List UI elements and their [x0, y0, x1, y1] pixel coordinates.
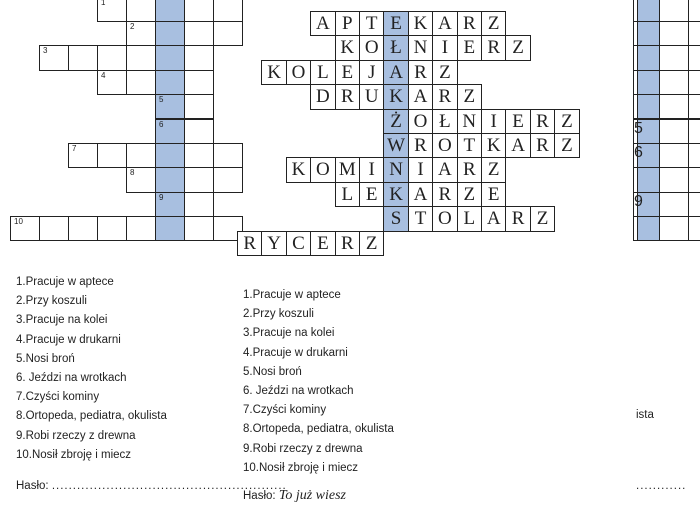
crossword-cell: [213, 21, 243, 46]
crossword-cell: [432, 60, 457, 85]
cell-letter: R: [511, 208, 525, 230]
crossword-cell: [457, 84, 482, 109]
crossword-cell-highlight: [155, 21, 185, 46]
crossword-cell: [184, 45, 214, 70]
crossword-cell: [310, 231, 335, 256]
cell-letter: Z: [365, 232, 378, 254]
crossword-cell-highlight: [155, 119, 185, 144]
crossword-cell: [659, 216, 689, 241]
crossword-cell: [68, 45, 98, 70]
cell-letter: N: [389, 159, 403, 181]
crossword-cell-highlight: [383, 133, 408, 158]
crossword-cell: [457, 35, 482, 60]
cell-letter: R: [340, 232, 354, 254]
crossword-cell: [261, 60, 286, 85]
crossword-cell-highlight: [637, 0, 660, 22]
crossword-cell: [688, 192, 700, 217]
crossword-cell: [126, 143, 156, 168]
cell-letter: R: [414, 61, 427, 83]
crossword-cell: [408, 133, 433, 158]
crossword-cell: [184, 94, 214, 119]
cell-letter: R: [414, 135, 427, 156]
crossword-cell: [126, 167, 156, 192]
crossword-cell-highlight: [383, 182, 408, 207]
crossword-cell: [68, 216, 98, 241]
password-blank-right: ............: [636, 480, 687, 492]
cell-letter: E: [463, 37, 476, 59]
crossword-cell: [432, 35, 457, 60]
crossword-cell: [184, 192, 214, 217]
clue-item: 3.Pracuje na kolei: [16, 314, 108, 327]
crossword-cell: [184, 21, 214, 46]
crossword-cell: [505, 206, 530, 231]
cell-letter: L: [317, 61, 329, 83]
crossword-cell: [310, 84, 335, 109]
crossword-cell: [457, 157, 482, 182]
cell-letter: O: [438, 135, 452, 156]
crossword-cell: [505, 35, 530, 60]
crossword-cell: [359, 35, 384, 60]
clue-item: 10.Nosił zbroję i miecz: [16, 448, 132, 461]
clue-item: 4.Pracuje w drukarni: [243, 346, 348, 359]
crossword-cell: [659, 143, 689, 168]
crossword-cell: [481, 133, 506, 158]
crossword-cell: [408, 157, 433, 182]
cell-letter: R: [438, 183, 452, 205]
cell-letter: Y: [267, 232, 281, 254]
cell-letter: R: [438, 86, 452, 108]
crossword-cell: [97, 0, 127, 22]
cell-letter: E: [487, 183, 500, 205]
crossword-cell-highlight: [637, 94, 660, 119]
cell-letter: T: [463, 135, 476, 156]
crossword-cell: [126, 21, 156, 46]
crossword-cell: [184, 216, 214, 241]
crossword-cell: [408, 35, 433, 60]
clue-list-middle: [243, 286, 394, 478]
crossword-cell: [408, 206, 433, 231]
crossword-cell: [432, 206, 457, 231]
crossword-cell: [359, 11, 384, 36]
cell-letter: A: [438, 159, 452, 181]
crossword-cell: [659, 0, 689, 22]
cell-letter: R: [462, 159, 476, 181]
crossword-cell-highlight: [383, 84, 408, 109]
crossword-cell: [126, 70, 156, 95]
cell-letter: K: [389, 183, 403, 205]
clue-item: 8.Ortopeda, pediatra, okulista: [243, 423, 394, 436]
cell-letter: O: [438, 208, 452, 230]
cell-letter: E: [365, 183, 378, 205]
crossword-cell: [335, 60, 360, 85]
crossword-cell: [213, 0, 243, 22]
clue-list-left: [16, 273, 167, 465]
crossword-cell: [213, 167, 243, 192]
crossword-cell: [335, 182, 360, 207]
cell-letter: O: [364, 37, 379, 59]
clue-number: 5: [159, 95, 164, 105]
crossword-cell: [688, 0, 700, 22]
crossword-cell: [554, 109, 579, 134]
cell-letter: Ł: [439, 110, 451, 132]
crossword-cell: [659, 70, 689, 95]
crossword-cell: [335, 157, 360, 182]
password-answer: To już wiesz: [278, 488, 346, 503]
crossword-cell: [457, 133, 482, 158]
crossword-cell: [359, 157, 384, 182]
cell-letter: Z: [561, 135, 573, 156]
cell-letter: L: [463, 208, 476, 230]
crossword-cell: [688, 45, 700, 70]
crossword-cell-highlight: [637, 167, 660, 192]
crossword-cell: [659, 94, 689, 119]
crossword-cell-highlight: [637, 216, 660, 241]
clue-number: 6: [159, 119, 164, 129]
crossword-cell: [659, 167, 689, 192]
cell-letter: M: [338, 159, 356, 181]
crossword-cell: [432, 133, 457, 158]
crossword-cell: [359, 84, 384, 109]
cell-letter: R: [243, 232, 257, 254]
cell-letter: S: [390, 208, 402, 230]
crossword-cell: [39, 45, 69, 70]
crossword-cell: [261, 231, 286, 256]
cell-letter: I: [441, 37, 449, 59]
clue-number: 10: [14, 217, 23, 227]
crossword-cell: [432, 157, 457, 182]
crossword-cell: [286, 60, 311, 85]
crossword-cell: [126, 216, 156, 241]
crossword-cell: [408, 182, 433, 207]
crossword-cell: [457, 182, 482, 207]
cell-letter: Z: [487, 13, 500, 34]
cell-letter: T: [414, 208, 427, 230]
cell-letter: Z: [463, 183, 476, 205]
crossword-cell: [659, 21, 689, 46]
crossword-cell: [432, 109, 457, 134]
crossword-cell-highlight: [637, 70, 660, 95]
cell-letter: K: [486, 135, 501, 156]
clue-number: 3: [43, 46, 48, 56]
cell-letter: P: [342, 13, 353, 34]
crossword-cell: [184, 70, 214, 95]
crossword-cell: [184, 143, 214, 168]
crossword-cell: [554, 133, 579, 158]
crossword-cell: [432, 11, 457, 36]
clue-number: 7: [72, 143, 77, 153]
crossword-cell: [97, 143, 127, 168]
cell-letter: R: [536, 135, 549, 156]
cell-letter: W: [387, 135, 406, 156]
crossword-cell: [408, 109, 433, 134]
crossword-cell: [39, 216, 69, 241]
cell-letter: A: [438, 13, 452, 34]
crossword-cell: [659, 119, 689, 144]
crossword-cell: [530, 133, 555, 158]
cell-letter: E: [512, 110, 524, 132]
crossword-cell: [408, 11, 433, 36]
crossword-cell-highlight: [383, 157, 408, 182]
crossword-cell-highlight: [383, 206, 408, 231]
cell-letter: A: [316, 13, 330, 34]
cell-letter: K: [413, 13, 428, 34]
cell-letter: Z: [439, 61, 451, 83]
crossword-cell: [126, 45, 156, 70]
clue-item: 10.Nosił zbroję i miecz: [243, 461, 359, 474]
crossword-cell-highlight: [155, 70, 185, 95]
crossword-cell: [505, 133, 530, 158]
crossword-cell: [688, 216, 700, 241]
cell-letter: I: [417, 159, 424, 181]
cell-letter: D: [316, 86, 330, 108]
clue-item: 7.Czyści kominy: [16, 391, 100, 404]
cell-letter: Z: [561, 110, 573, 132]
crossword-cell: [688, 167, 700, 192]
crossword-cell: [126, 0, 156, 22]
crossword-cell: [68, 143, 98, 168]
clue-number-fragment: 6: [634, 143, 643, 161]
crossword-cell: [184, 0, 214, 22]
crossword-cell: [457, 206, 482, 231]
crossword-cell-highlight: [155, 0, 185, 22]
crossword-cell-highlight: [383, 11, 408, 36]
crossword-cell: [688, 119, 700, 144]
clue-item: 4.Pracuje w drukarni: [16, 333, 121, 346]
cell-letter: K: [389, 86, 403, 108]
cell-letter: Z: [536, 208, 549, 230]
cell-letter: U: [364, 86, 379, 108]
cell-letter: K: [340, 37, 355, 59]
clue-fragment-right: ista: [636, 409, 654, 421]
password-line-middle: [243, 488, 346, 504]
clue-number: 8: [130, 168, 135, 178]
cell-letter: J: [367, 61, 376, 83]
cell-letter: A: [413, 86, 428, 108]
crossword-cell: [481, 11, 506, 36]
clue-item: 1.Pracuje w aptece: [243, 289, 341, 301]
cell-letter: R: [340, 86, 354, 108]
cell-letter: R: [462, 13, 476, 34]
crossword-cell: [530, 206, 555, 231]
cell-letter: O: [413, 110, 428, 132]
crossword-cell: [359, 182, 384, 207]
cell-letter: A: [413, 183, 428, 205]
cell-letter: Z: [487, 159, 500, 181]
password-label: Hasło:: [243, 490, 276, 502]
clue-item: 2.Przy koszuli: [16, 295, 87, 308]
crossword-cell-highlight: [383, 109, 408, 134]
crossword-cell: [432, 182, 457, 207]
cell-letter: L: [341, 183, 354, 205]
crossword-cell: [481, 35, 506, 60]
crossword-cell-highlight: [155, 216, 185, 241]
crossword-cell-highlight: [383, 60, 408, 85]
crossword-cell: [184, 119, 214, 144]
cell-letter: Z: [512, 37, 524, 59]
cell-letter: R: [487, 37, 501, 59]
crossword-cell-highlight: [383, 35, 408, 60]
crossword-cell-highlight: [155, 192, 185, 217]
crossword-cell-highlight: [155, 94, 185, 119]
crossword-cell: [688, 70, 700, 95]
cell-letter: Ł: [390, 37, 402, 59]
crossword-cell: [481, 206, 506, 231]
crossword-cell: [481, 182, 506, 207]
clue-number: 2: [130, 21, 135, 31]
crossword-cell: [97, 216, 127, 241]
crossword-cell: [505, 109, 530, 134]
cell-letter: I: [368, 159, 375, 181]
clue-item: 1.Pracuje w aptece: [16, 276, 114, 288]
crossword-cell: [408, 84, 433, 109]
password-label: Hasło:: [16, 480, 49, 492]
crossword-cell: [457, 11, 482, 36]
cell-letter: R: [536, 110, 549, 132]
crossword-cell: [359, 231, 384, 256]
cell-letter: A: [389, 61, 403, 83]
crossword-cell: [530, 109, 555, 134]
crossword-cell: [286, 231, 311, 256]
crossword-cell: [408, 60, 433, 85]
cell-letter: T: [365, 13, 378, 34]
clue-item: 6. Jeździ na wrotkach: [16, 372, 127, 385]
crossword-cell: [481, 157, 506, 182]
crossword-cell: [335, 35, 360, 60]
crossword-cell: [335, 84, 360, 109]
crossword-cell: [213, 143, 243, 168]
clue-item: 5.Nosi broń: [243, 365, 302, 378]
crossword-cell: [310, 157, 335, 182]
crossword-cell: [457, 109, 482, 134]
crossword-cell: [659, 45, 689, 70]
cell-letter: O: [316, 159, 330, 181]
clue-item: 5.Nosi broń: [16, 352, 75, 365]
crossword-cell: [481, 109, 506, 134]
cell-letter: I: [490, 110, 497, 132]
clue-item: 2.Przy koszuli: [243, 308, 314, 321]
cell-letter: K: [267, 61, 281, 83]
cell-letter: E: [317, 232, 329, 254]
cell-letter: Z: [463, 86, 476, 108]
clue-item: 9.Robi rzeczy z drewna: [16, 429, 136, 442]
cell-letter: O: [291, 61, 306, 83]
cell-letter: E: [341, 61, 354, 83]
cell-letter: A: [511, 135, 525, 156]
clue-number-fragment: 5: [634, 119, 643, 137]
crossword-cell: [184, 167, 214, 192]
crossword-cell: [286, 157, 311, 182]
clue-item: 8.Ortopeda, pediatra, okulista: [16, 410, 167, 423]
crossword-cell: [359, 60, 384, 85]
crossword-cell: [659, 192, 689, 217]
crossword-cell: [688, 143, 700, 168]
clue-item: 9.Robi rzeczy z drewna: [243, 442, 363, 455]
crossword-cell: [335, 231, 360, 256]
crossword-cell: [10, 216, 40, 241]
cell-letter: A: [486, 208, 501, 230]
clue-number-fragment: 9: [634, 192, 643, 210]
crossword-cell: [432, 84, 457, 109]
crossword-cell: [237, 231, 262, 256]
cell-letter: C: [292, 232, 305, 254]
clue-item: 7.Czyści kominy: [243, 404, 327, 417]
clue-number: 9: [159, 192, 164, 202]
cell-letter: K: [291, 159, 306, 181]
crossword-cell-highlight: [155, 143, 185, 168]
crossword-cell: [97, 45, 127, 70]
crossword-cell: [97, 70, 127, 95]
crossword-cell: [310, 60, 335, 85]
crossword-cell-highlight: [155, 45, 185, 70]
cell-letter: N: [413, 37, 428, 59]
crossword-cell-highlight: [155, 167, 185, 192]
crossword-cell: [688, 94, 700, 119]
crossword-cell: [335, 11, 360, 36]
crossword-cell-highlight: [637, 21, 660, 46]
crossword-cell: [688, 21, 700, 46]
cell-letter: N: [462, 110, 477, 132]
crossword-cell-highlight: [637, 45, 660, 70]
clue-number: 1: [101, 0, 106, 7]
clue-item: 3.Pracuje na kolei: [243, 327, 335, 340]
clue-item: 6. Jeździ na wrotkach: [243, 385, 354, 398]
cell-letter: Ż: [390, 110, 402, 132]
clue-number: 4: [101, 70, 106, 80]
password-blank: ........................................................: [51, 480, 287, 492]
cell-letter: E: [390, 13, 402, 34]
crossword-cell: [310, 11, 335, 36]
